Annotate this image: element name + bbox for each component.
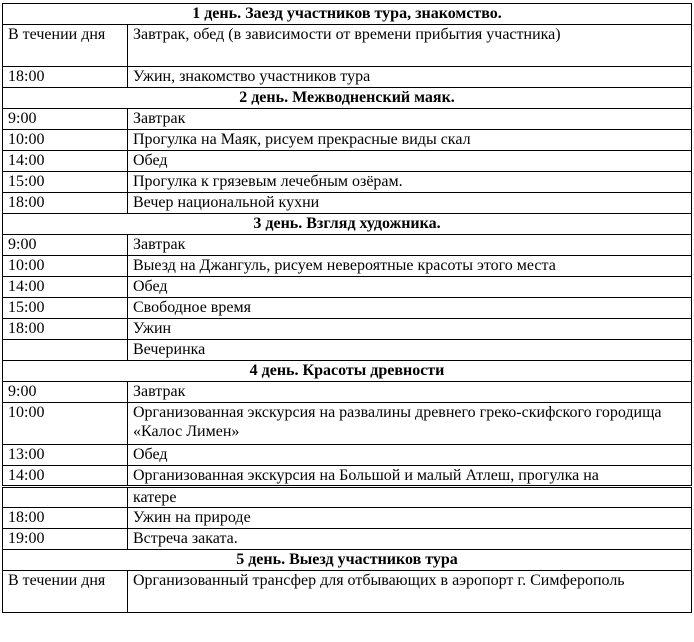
day-header — [3, 88, 692, 109]
time-cell: 9:00 — [3, 235, 128, 256]
schedule-row — [3, 319, 692, 340]
time-cell: 14:00 — [3, 466, 128, 487]
activity-cell: Свободное время — [128, 298, 692, 319]
day-title: 5 день. Выезд участников тура — [3, 550, 692, 571]
time-cell: 18:00 — [3, 67, 128, 88]
activity-cell: Обед — [128, 445, 692, 466]
day-title: 3 день. Взгляд художника. — [3, 214, 692, 235]
day-title: 2 день. Межводненский маяк. — [3, 88, 692, 109]
activity-cell: Выезд на Джангуль, рисуем невероятные красоты этого места — [128, 256, 692, 277]
activity-cell: Ужин на природе — [128, 508, 692, 529]
schedule-row — [3, 151, 692, 172]
day-header — [3, 214, 692, 235]
activity-cell: Завтрак — [128, 109, 692, 130]
day-header — [3, 4, 692, 25]
activity-cell: Организованный трансфер для отбывающих в аэропорт г. Симферополь — [128, 571, 692, 613]
schedule-row — [3, 382, 692, 403]
activity-cell: Вечер национальной кухни — [128, 193, 692, 214]
schedule-row — [3, 508, 692, 529]
time-cell: 13:00 — [3, 445, 128, 466]
day-header — [3, 550, 692, 571]
time-cell: В течении дня — [3, 25, 128, 67]
schedule-row — [3, 172, 692, 193]
activity-cell: катере — [128, 487, 692, 508]
time-cell: 10:00 — [3, 403, 128, 445]
schedule-row — [3, 277, 692, 298]
time-cell: 18:00 — [3, 193, 128, 214]
time-cell: 14:00 — [3, 151, 128, 172]
activity-cell: Встреча заката. — [128, 529, 692, 550]
time-cell: 14:00 — [3, 277, 128, 298]
schedule-row — [3, 67, 692, 88]
schedule-row — [3, 403, 692, 445]
schedule-row — [3, 571, 692, 613]
time-cell: 15:00 — [3, 172, 128, 193]
schedule-row — [3, 130, 692, 151]
activity-cell: Организованная экскурсия на развалины древнего греко-скифского городища «Калос Лимен» — [128, 403, 692, 445]
time-cell: В течении дня — [3, 571, 128, 613]
time-cell: 10:00 — [3, 256, 128, 277]
schedule-row — [3, 340, 692, 361]
activity-cell: Завтрак, обед (в зависимости от времени прибытия участника) — [128, 25, 692, 67]
activity-cell: Обед — [128, 151, 692, 172]
schedule-row — [3, 256, 692, 277]
time-cell: 18:00 — [3, 319, 128, 340]
time-cell — [3, 340, 128, 361]
activity-cell: Организованная экскурсия на Большой и малый Атлеш, прогулка на — [128, 466, 692, 487]
activity-cell: Вечеринка — [128, 340, 692, 361]
schedule-row — [3, 193, 692, 214]
time-cell: 18:00 — [3, 508, 128, 529]
schedule-row — [3, 25, 692, 67]
time-cell: 9:00 — [3, 109, 128, 130]
activity-cell: Прогулка к грязевым лечебным озёрам. — [128, 172, 692, 193]
schedule-row — [3, 529, 692, 550]
schedule-row — [3, 466, 692, 487]
activity-cell: Завтрак — [128, 382, 692, 403]
schedule-row — [3, 487, 692, 508]
day-title: 1 день. Заезд участников тура, знакомство. — [3, 4, 692, 25]
schedule-row — [3, 445, 692, 466]
time-cell: 10:00 — [3, 130, 128, 151]
activity-cell: Ужин, знакомство участников тура — [128, 67, 692, 88]
schedule-row — [3, 298, 692, 319]
schedule-row — [3, 109, 692, 130]
time-cell: 15:00 — [3, 298, 128, 319]
tour-schedule-table — [2, 3, 692, 613]
activity-cell: Прогулка на Маяк, рисуем прекрасные виды скал — [128, 130, 692, 151]
time-cell: 9:00 — [3, 382, 128, 403]
time-cell: 19:00 — [3, 529, 128, 550]
day-title: 4 день. Красоты древности — [3, 361, 692, 382]
activity-cell: Обед — [128, 277, 692, 298]
activity-cell: Ужин — [128, 319, 692, 340]
activity-cell: Завтрак — [128, 235, 692, 256]
day-header — [3, 361, 692, 382]
time-cell — [3, 487, 128, 508]
schedule-row — [3, 235, 692, 256]
